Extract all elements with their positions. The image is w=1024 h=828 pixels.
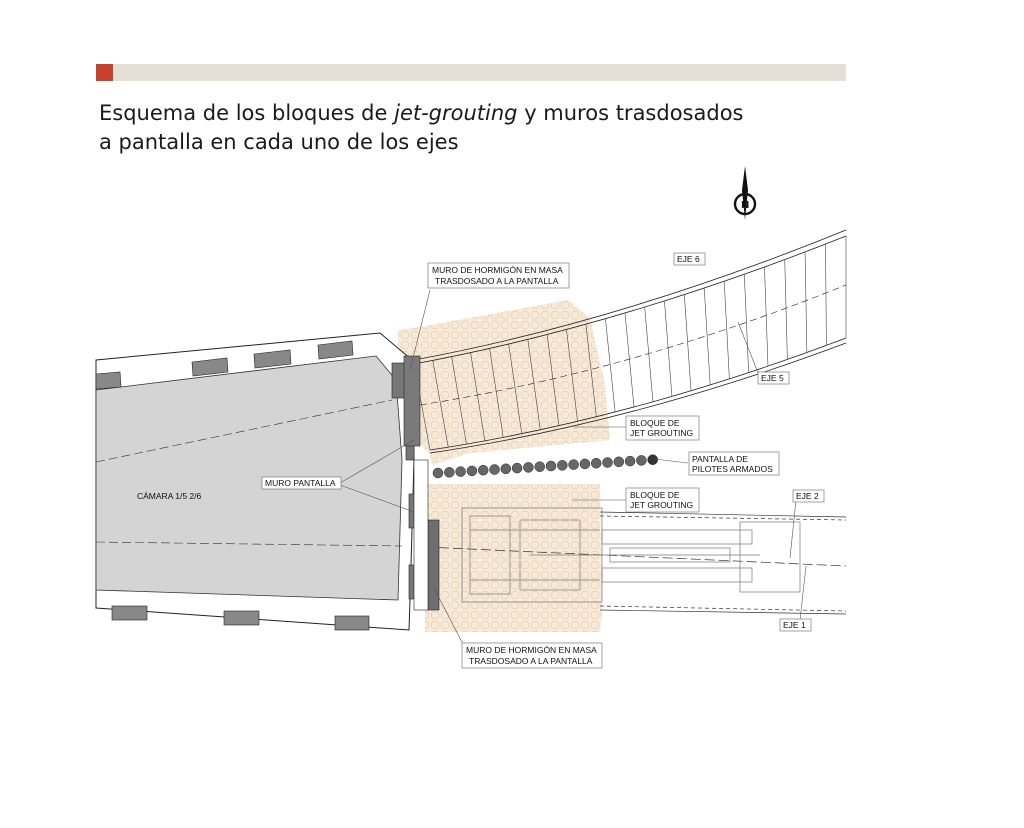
title-text-2: y muros trasdosados: [517, 101, 744, 125]
label-bloque-top: [626, 416, 699, 440]
title-text-1: Esquema de los bloques de: [99, 101, 395, 125]
label-pantalla-pilotes-line1: PANTALLA DE: [692, 454, 748, 464]
label-bloque-top-line2: JET GROUTING: [630, 428, 694, 438]
tunnel-rib: [704, 288, 710, 385]
label-muro-masa-bottom-line2: TRASDOSADO A LA PANTALLA: [469, 656, 593, 666]
label-eje1-text: EJE 1: [783, 620, 806, 630]
label-muro-pantalla: [262, 477, 341, 489]
pile: [512, 463, 522, 473]
pile: [625, 456, 635, 466]
pile: [433, 468, 443, 478]
pile: [569, 460, 579, 470]
label-muro-masa-top-line1: MURO DE HORMIGÓN EN MASA: [432, 265, 563, 275]
pile: [467, 466, 477, 476]
label-camara: [137, 491, 202, 501]
label-eje5-text: EJE 5: [761, 373, 784, 383]
pile-wall: [433, 455, 658, 478]
label-muro-masa-top: [428, 263, 569, 288]
label-muro-masa-bottom: [462, 643, 602, 668]
pile: [557, 460, 567, 470]
pile: [546, 461, 556, 471]
tunnel-rib: [684, 295, 691, 391]
pile: [444, 467, 454, 477]
label-muro-pantalla-text: MURO PANTALLA: [265, 478, 336, 488]
tunnel-rib: [825, 244, 826, 345]
pile: [580, 459, 590, 469]
tunnel-rib: [724, 281, 729, 379]
label-eje1: [780, 619, 811, 631]
label-muro-masa-top-line2: TRASDOSADO A LA PANTALLA: [435, 276, 559, 286]
pile: [456, 467, 466, 477]
label-bloque-bottom-line2: JET GROUTING: [630, 500, 694, 510]
label-eje2: [793, 490, 824, 502]
tunnel-rib: [764, 267, 768, 366]
north-arrow: [735, 166, 755, 220]
label-eje2-text: EJE 2: [796, 491, 819, 501]
diaphragm-wall-right: [414, 460, 428, 610]
pile: [490, 465, 500, 475]
label-eje6: [674, 253, 705, 265]
tunnel-rib: [785, 260, 788, 360]
mass-concrete-wall-bottom: [428, 520, 439, 610]
title-text-3: a pantalla en cada uno de los ejes: [99, 130, 459, 154]
jet-grouting-block-bottom: [425, 484, 602, 632]
label-camara-text: CÁMARA 1/5 2/6: [137, 491, 202, 501]
label-bloque-bottom: [626, 488, 699, 512]
label-eje5: [758, 372, 789, 384]
pile: [614, 457, 624, 467]
pile: [648, 455, 658, 465]
title-italic: jet-grouting: [394, 101, 518, 125]
tunnel-rib: [744, 274, 748, 372]
label-muro-masa-bottom-line1: MURO DE HORMIGÓN EN MASA: [466, 645, 597, 655]
mass-concrete-wall-top: [404, 356, 420, 446]
pile: [478, 465, 488, 475]
label-pantalla-pilotes: [689, 452, 779, 475]
pile: [535, 462, 545, 472]
north-arrow-letter: N: [741, 200, 750, 211]
label-pantalla-pilotes-line2: PILOTES ARMADOS: [692, 464, 773, 474]
pile: [591, 458, 601, 468]
pile: [636, 455, 646, 465]
pile: [603, 458, 613, 468]
chamber: [96, 333, 414, 630]
tunnel-rib: [805, 252, 807, 353]
label-eje6-text: EJE 6: [677, 254, 700, 264]
pile: [501, 464, 511, 474]
label-bloque-top-line1: BLOQUE DE: [630, 418, 680, 428]
label-bloque-bottom-line1: BLOQUE DE: [630, 490, 680, 500]
tunnel-rib: [664, 301, 672, 396]
pile: [523, 462, 533, 472]
